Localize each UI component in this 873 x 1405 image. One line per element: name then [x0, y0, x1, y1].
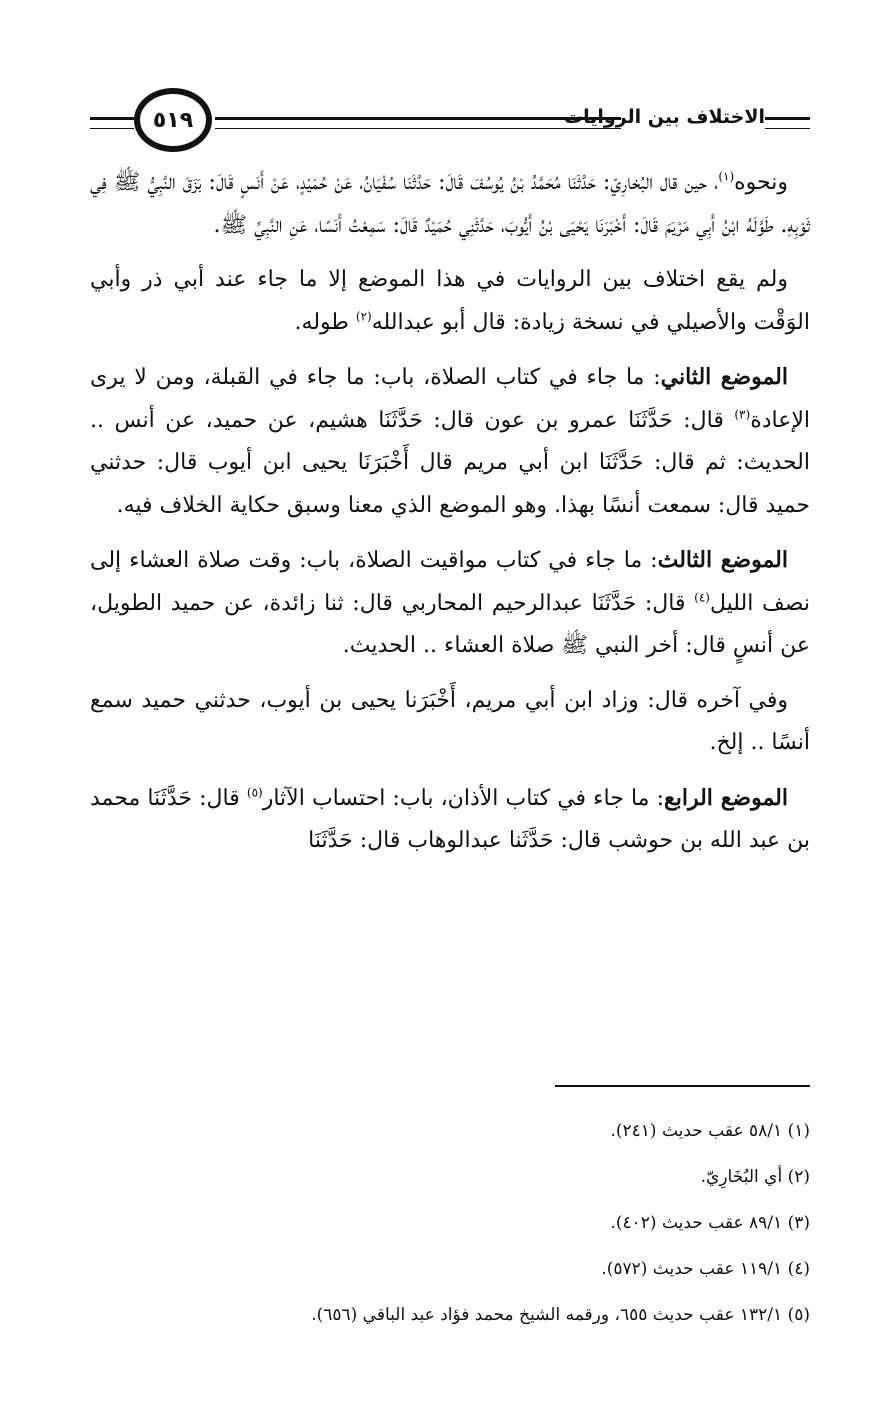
paragraph-text: قال: حَدَّثَنَا عمرو بن عون قال: حَدَّثَنَا هشيم، عن حميد، عن أنس .. الحديث: ثم قال: حَدَّثَنَا ابن أبي مريم قال أَخْبَرَنَا يحيى ابن أيوب قال: حدثني حميد قال: سمعت أنسًا بهذا. وهو الموضع الذي معنا وسبق حكاية الخلاف فيه.	[90, 407, 810, 518]
paragraph-3	[90, 356, 810, 527]
paragraph-5	[90, 680, 810, 765]
paragraph-text: ولم يقع اختلاف بين الروايات في هذا الموضع إلا ما جاء عند أبي ذر وأبي الوَقْت والأصيلي في نسخة زيادة: قال أبو عبدالله	[90, 267, 810, 335]
paragraph-text: وفي آخره قال: وزاد ابن أبي مريم، أَخْبَرَنا يحيى بن أيوب، حدثني حميد سمع أنسًا .. إلخ.	[90, 687, 810, 755]
page-header	[90, 88, 810, 158]
paragraph-6	[90, 777, 810, 863]
footnote-1: (١) ٥٨/١ عقب حديث (٢٤١).	[610, 1121, 810, 1141]
footnote-5: (٥) ١٣٢/١ عقب حديث ٦٥٥، ورقمه الشيخ محمد فؤاد عبد الباقي (٦٥٦).	[311, 1305, 810, 1325]
footnote-separator	[555, 1085, 810, 1087]
footnote-ref-2[interactable]: (٢)	[355, 309, 372, 324]
paragraph-4	[90, 539, 810, 668]
paragraph-text: : ما جاء في كتاب الصلاة، باب: ما جاء في القبلة، ومن لا يرى الإعادة	[90, 365, 810, 433]
paragraph-text: قال: حَدَّثَنَا محمد بن عبد الله بن حوشب قال: حَدَّثَنا عبدالوهاب قال: حَدَّثَنَا	[90, 785, 810, 853]
section-heading: الموضع الرابع	[664, 784, 788, 811]
section-heading: الموضع الثاني	[660, 364, 788, 390]
section-heading: الموضع الثالث	[657, 547, 788, 573]
footnote-ref-3[interactable]: (٣)	[734, 407, 751, 422]
footnote-ref-5[interactable]: (٥)	[246, 785, 263, 800]
paragraph-text: : ما جاء في كتاب الأذان، باب: احتساب الآثار	[262, 785, 664, 811]
paragraph-text: طوله.	[294, 309, 356, 335]
footnote-3: (٣) ٨٩/١ عقب حديث (٤٠٢).	[610, 1213, 810, 1233]
footnote-2: (٢) أي البُخَارِيّ.	[700, 1167, 810, 1187]
footnote-ref-4[interactable]: (٤)	[694, 590, 710, 605]
footnote-4: (٤) ١١٩/١ عقب حديث (٥٧٢).	[601, 1259, 810, 1279]
footnote-ref-1[interactable]: (١)	[718, 169, 735, 184]
header-rule-right	[765, 117, 810, 129]
page-number-text: ٥١٩	[152, 107, 194, 133]
header-rule-left	[90, 117, 134, 129]
paragraph-1	[90, 162, 810, 247]
paragraph-text: : ما جاء في كتاب مواقيت الصلاة، باب: وقت صلاة العشاء إلى نصف الليل	[90, 548, 811, 616]
running-title: الاختلاف بين الروايات	[564, 106, 765, 128]
header-rule-middle	[215, 117, 621, 129]
main-text	[90, 162, 810, 863]
page-number	[134, 88, 212, 152]
paragraph-text: ونحوه	[734, 170, 788, 195]
footnotes	[90, 1108, 810, 1338]
paragraph-text: قال: حَدَّثَنَا عبدالرحيم المحاربي قال: ثنا زائدة، عن حميد الطويل، عن أنسٍ قال: أخر النبي ﷺ صلاة العشاء .. الحديث.	[90, 590, 810, 658]
paragraph-2	[90, 259, 810, 344]
paragraph-text: ، حين قال البُخارِيّ: حَدَّثَنَا مُحَمَّدُ بْنُ يُوسُفَ قَالَ: حَدَّثَنَا سُفْيَانُ، عَنْ حُمَيْدٍ، عَنْ أَنَسٍ قَالَ: بَزَقَ النَّبِيُّ ﷺ فِي ثَوْبِهِ. طَوَّلَهُ ابْنُ أَبِي مَرْيَمَ قَالَ: أَخْبَرَنَا يَحْيَى بْنُ أَيُّوبَ، حَدَّثَنِي حُمَيْدٌ قَالَ: سَمِعْتُ أَنَسًا، عَنِ النَّبِيِّ ﷺ.	[90, 170, 810, 238]
